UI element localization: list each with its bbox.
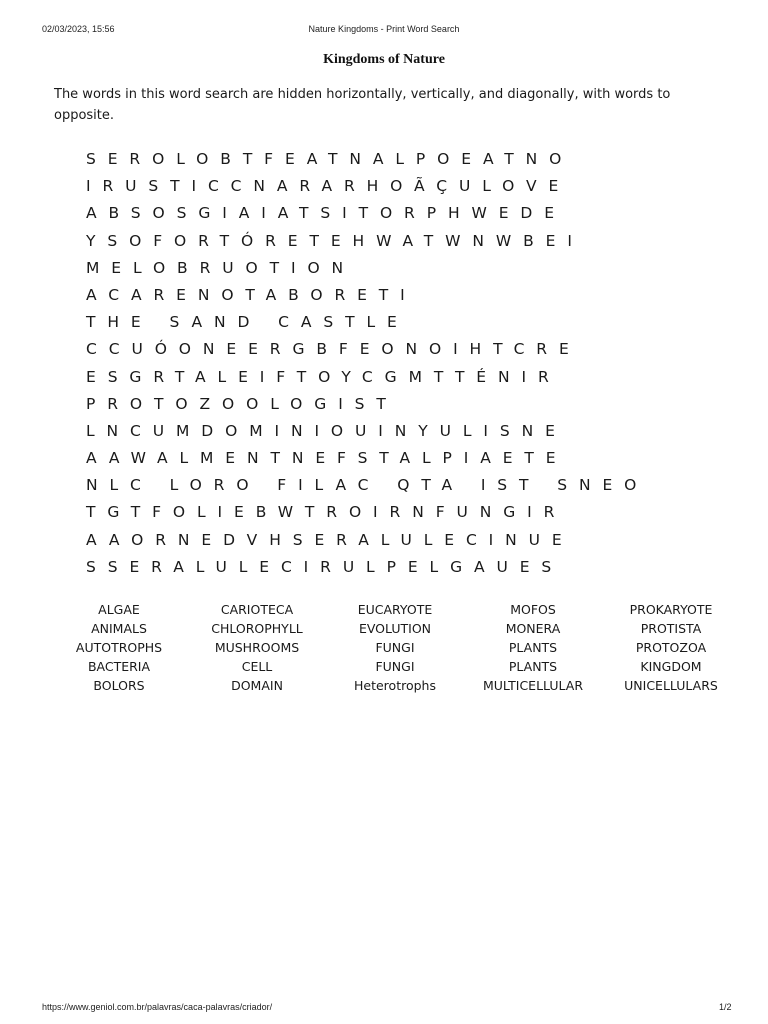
grid-row: AAWALMENTNEFSTALPIAETE (86, 449, 568, 468)
word-list-item: Heterotrophs (354, 678, 436, 693)
grid-row: LNCUMDOMINIOUINYULISNE (86, 421, 567, 440)
grid-row: PROTOZOOLOGIST (86, 394, 398, 413)
grid-row: TGTFOLIEBWTROIRNFUNGIR (86, 503, 567, 522)
grid-row: ESGRTALEIFTOYCGMTTÉNIR (86, 367, 561, 386)
word-list-item: PROTOZOA (635, 640, 707, 655)
word-list-item: ANIMALS (91, 621, 147, 636)
page-number: 1/2 (719, 1002, 732, 1012)
word-search-grid (86, 146, 726, 581)
grid-row: NLC LORO FILAC QTA IST SNEO (86, 476, 649, 495)
word-list-item: PROTISTA (640, 621, 702, 636)
word-list-item: PLANTS (508, 640, 558, 655)
word-list-item: EVOLUTION (358, 621, 432, 636)
print-page-title: Nature Kingdoms - Print Word Search (308, 24, 460, 34)
word-list (50, 600, 740, 695)
grid-row: MELOBRUOTION (86, 258, 356, 277)
word-list-item: BOLORS (93, 678, 145, 693)
word-list-item: FUNGI (375, 659, 415, 674)
word-list-item: MONERA (505, 621, 561, 636)
grid-row: ACARENOTABORETI (86, 285, 417, 304)
word-list-item: UNICELLULARS (624, 678, 718, 693)
word-list-item: FUNGI (375, 640, 415, 655)
grid-row: SSERALULECIRULPELGAUES (86, 557, 564, 576)
intro-text: The words in this word search are hidden horizontally, vertically, and diagonally, with words to opposite. (54, 87, 671, 123)
word-list-item: MUSHROOMS (214, 640, 300, 655)
grid-row: SEROLOBTFEATNALPOEATNO (86, 150, 574, 168)
footer-url: https://www.geniol.com.br/palavras/caca-palavras/criador/ (42, 1002, 273, 1012)
grid-row: AAORNEDVHSERALULECINUE (86, 530, 574, 549)
word-list-item: BACTERIA (87, 659, 151, 674)
grid-row: YSOFORTÓRETEHWATWNWBEI (86, 231, 584, 250)
word-list-item: CHLOROPHYLL (211, 621, 303, 636)
word-list-item: MOFOS (510, 602, 556, 617)
document-title: Kingdoms of Nature (323, 52, 445, 67)
word-list-item: AUTOTROPHS (75, 640, 163, 655)
grid-row: THE SAND CASTLE (86, 313, 409, 332)
word-list-item: PLANTS (508, 659, 558, 674)
word-list-item: DOMAIN (231, 678, 283, 693)
grid-row: IRUSTICCNARARHOÃÇULOVE (86, 177, 571, 196)
word-list-item: PROKARYOTE (629, 602, 713, 617)
word-list-item: CARIOTECA (220, 602, 294, 617)
word-list-item: MULTICELLULAR (482, 678, 584, 693)
word-list-item: ALGAE (98, 602, 140, 617)
grid-row: CCUÓONEERGBFEONOIHTCRE (86, 340, 581, 359)
print-datetime: 02/03/2023, 15:56 (42, 24, 115, 34)
word-list-item: KINGDOM (640, 659, 702, 674)
grid-row: ABSOSGIAIATSITORPHWEDE (86, 204, 566, 223)
word-list-item: CELL (241, 659, 273, 674)
word-list-item: EUCARYOTE (357, 602, 433, 617)
